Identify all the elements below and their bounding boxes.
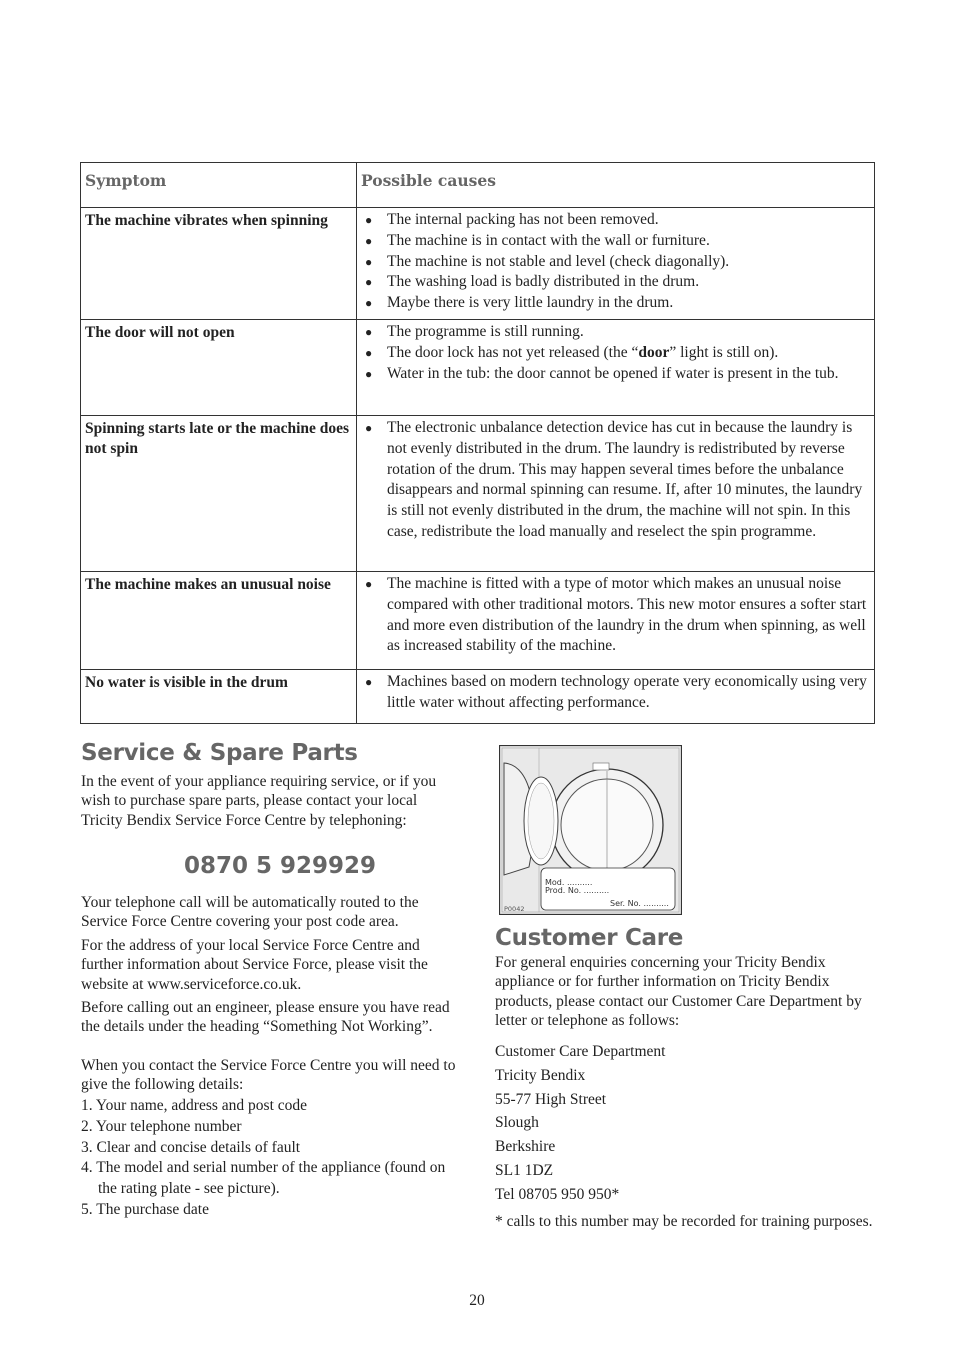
customer-care-heading: Customer Care (495, 925, 684, 951)
service-routing-text: Your telephone call will be automatically routed to the Service Force Centre covering your post code area. (81, 894, 419, 931)
detail-item: 2. Your telephone number (81, 1117, 242, 1135)
address-line: 55-77 High Street (495, 1091, 607, 1108)
symptom-column-header: Symptom (81, 163, 357, 208)
address-line: SL1 1DZ (495, 1162, 554, 1179)
causes-column-header: Possible causes (357, 163, 875, 208)
service-before-text: Before calling out an engineer, please ensure you have read the details under the heading “Something Not Working”. (81, 999, 450, 1036)
service-contact-text: When you contact the Service Force Centre you will need to give the following details: (81, 1057, 456, 1094)
cause-item: ● The machine is not stable and level (check diagonally). (363, 252, 868, 273)
plate-mod-label: Mod. .......... (545, 878, 593, 887)
customer-care-intro: For general enquiries concerning your Tricity Bendix appliance or for further information on Tricity Bendix products, please contact our Customer Care Department by letter or telephone as follows: (495, 954, 862, 1030)
cause-item: ● Water in the tub: the door cannot be opened if water is present in the tub. (363, 364, 868, 385)
causes-cell (357, 670, 875, 724)
plate-ser-label: Ser. No. .......... (610, 899, 669, 908)
rating-plate-illustration (499, 745, 682, 915)
footnote: * calls to this number may be recorded for training purposes. (495, 1213, 873, 1230)
symptom-cell: The door will not open (81, 320, 357, 416)
cause-item: ● The door lock has not yet released (the “door” light is still on). (363, 343, 868, 364)
address-line: Berkshire (495, 1138, 556, 1155)
detail-item: 1. Your name, address and post code (81, 1097, 308, 1114)
table-row (81, 572, 875, 670)
table-row (81, 670, 875, 724)
cause-item: ● The internal packing has not been removed. (363, 210, 868, 231)
table-row (81, 416, 875, 572)
table-header-row (81, 163, 875, 208)
causes-list (363, 322, 868, 384)
causes-list (363, 210, 868, 314)
cause-item: ● Machines based on modern technology operate very economically using very little water without affecting performance. (363, 672, 868, 714)
detail-item: 4. The model and serial number of the appliance (found on the rating plate - see picture). (81, 1159, 446, 1198)
symptom-cell: The machine makes an unusual noise (81, 572, 357, 670)
washing-machine-drawing (499, 745, 682, 915)
cause-item: ● The electronic unbalance detection device has cut in because the laundry is not evenly distributed in the drum. The laundry is redistributed by reverse rotation of the drum. This may happen several times before the unbalance disappears and normal spinning can resume. If, after 10 minutes, the laundry is still not evenly distributed in the drum, the machine will not spin. In this case, redistribute the load manually and reselect the spin programme. (363, 418, 868, 543)
page-number: 20 (469, 1292, 485, 1309)
service-intro: In the event of your appliance requiring service, or if you wish to purchase spare parts, please contact your local Tricity Bendix Service Force Centre by telephoning: (81, 773, 437, 829)
symptom-cell: No water is visible in the drum (81, 670, 357, 724)
address-line: Tricity Bendix (495, 1067, 586, 1084)
table-row (81, 208, 875, 320)
address-line: Slough (495, 1114, 539, 1131)
detail-item: 3. Clear and concise details of fault (81, 1138, 301, 1156)
service-heading: Service & Spare Parts (81, 740, 358, 766)
troubleshooting-table (80, 162, 875, 724)
address-line: Customer Care Department (495, 1043, 666, 1060)
symptom-cell: Spinning starts late or the machine does not spin (81, 416, 357, 572)
cause-item: ● The machine is in contact with the wall or furniture. (363, 231, 868, 252)
service-phone-number: 0870 5 929929 (184, 853, 377, 879)
cause-item: ● The washing load is badly distributed in the drum. (363, 272, 868, 293)
causes-cell (357, 572, 875, 670)
phone-line: Tel 08705 950 950* (495, 1186, 620, 1203)
cause-item: ● Maybe there is very little laundry in the drum. (363, 293, 868, 314)
detail-item: 5. The purchase date (81, 1200, 209, 1218)
service-details-list (81, 1096, 461, 1221)
figure-code: P0042 (504, 905, 525, 913)
causes-cell (357, 320, 875, 416)
causes-list (363, 574, 868, 657)
table-row (81, 320, 875, 416)
symptom-cell: The machine vibrates when spinning (81, 208, 357, 320)
plate-prod-label: Prod. No. .......... (545, 886, 610, 895)
cause-item: ● The programme is still running. (363, 322, 868, 343)
cause-item: ● The machine is fitted with a type of motor which makes an unusual noise compared with other traditional motors. This new motor ensures a softer start and more even distribution of the laundry in the drum when spinning, as well as increased stability of the machine. (363, 574, 868, 657)
causes-list (363, 672, 868, 714)
causes-cell (357, 208, 875, 320)
causes-cell (357, 416, 875, 572)
service-website-text: For the address of your local Service Force Centre and further information about Service Force, please visit the website at www.serviceforce.co.uk. (81, 937, 428, 993)
causes-list (363, 418, 868, 543)
